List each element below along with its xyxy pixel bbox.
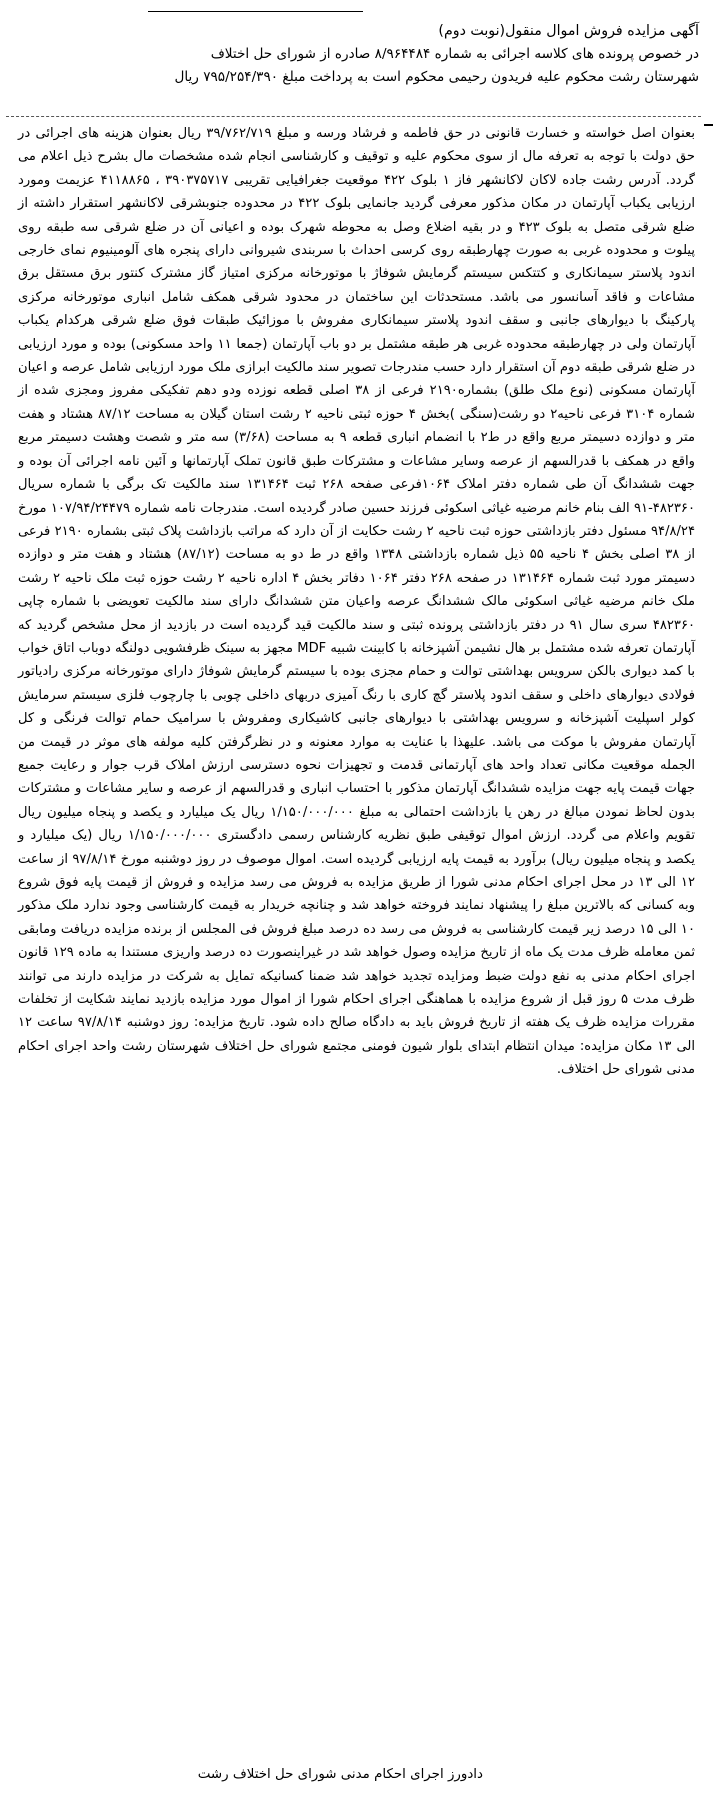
header-line-1: در خصوص پرونده های کلاسه اجرائی به شماره ۸/۹۶۴۴۸۴ صادره از شورای حل اختلاف	[210, 46, 699, 62]
top-rule	[148, 11, 363, 12]
header-divider	[6, 116, 701, 117]
column-edge-mark	[704, 124, 713, 126]
notice-signature: دادورز اجرای احکام مدنی شورای حل اختلاف رشت	[197, 1767, 483, 1782]
header-line-2: شهرستان رشت محکوم علیه فریدون رحیمی محکوم است به پرداخت مبلغ ۷۹۵/۲۵۴/۳۹۰ ریال	[174, 69, 699, 85]
notice-header	[16, 20, 699, 89]
notice-body: بعنوان اصل خواسته و خسارت قانونی در حق فاطمه و فرشاد ورسه و مبلغ ۳۹/۷۶۲/۷۱۹ ریال بعنوان هزینه های اجرائی در حق دولت با توجه به تعرفه مال از سوی محکوم علیه و توقیف و کارشناسی انجام شده مشخصات مال بشرح ذیل اعلام می گردد. آدرس رشت جاده لاکان لاکانشهر فاز ۱ بلوک ۴۲۲ موقعیت جغرافیایی تقریبی ۳۹۰۳۷۵۷۱۷ ، ۴۱۱۸۸۶۵ عزیمت ومورد ارزیابی یکباب آپارتمان در مکان مذکور معرفی گردید جانمایی بلوک ۴۲۲ در محدوده جنوبشرقی لاکانشهر استقرار داشته از ضلع شرقی متصل به بلوک ۴۲۳ و در بقیه اضلاع وصل به محوطه شهرک بوده و اعیانی آن در ضلع شرقی سه طبقه روی پیلوت و محدوده غربی به صورت چهارطبقه روی کرسی احداث با سربندی شیروانی دارای پنجره های آلومینیوم نمای خارجی اندود پلاستر سیمانکاری و کتتکس سیستم گرمایش شوفاژ با موتورخانه مرکزی امتیاز گاز مشترک کنتور برق مستقل برق مشاعات و فاقد آسانسور می باشد. مستحدثات این ساختمان در محدود شرقی همکف شامل انباری موتورخانه مرکزی پارکینگ با دیوارهای جانبی و سقف اندود پلاستر سیمانکاری مفروش با موزائیک طبقات فوق ضلع شرقی هرکدام یکباب آپارتمان ولی در چهارطبقه محدوده غربی هر طبقه مشتمل بر دو باب آپارتمان (جمعا ۱۱ واحد مسکونی) بوده و مورد ارزیابی در ضلع شرقی طبقه دوم آن استقرار دارد حسب مندرجات تصویر سند مالکیت ابرازی ملک مورد ارزیابی شامل عرصه و اعیان آپارتمان مسکونی (نوع ملک طلق) بشماره۲۱۹۰ فرعی از ۳۸ اصلی قطعه نوزده ودو دهم تفکیکی مفروز ومجزی شده از شماره ۳۱۰۴ فرعی ناحیه۲ دو رشت(سنگی )بخش ۴ حوزه ثبتی ناحیه ۲ رشت استان گیلان به مساحت ۸۷/۱۲ هشتاد و هفت متر و دوازده دسیمتر مربع واقع در ط۲ با انضمام انباری قطعه ۹ به مساحت (۳/۶۸) سه متر و شصت وهشت دسیمتر مربع واقع در همکف با قدرالسهم از عرصه وسایر مشاعات و مشترکات طبق قانون تملک آپارتمانها و آئین نامه اجرائی آن بوده و جهت ششدانگ آن طی شماره دفتر املاک ۱۰۶۴فرعی صفحه ۲۶۸ ثبت ۱۳۱۴۶۴ سند مالکیت تک برگی با شماره سریال ۴۸۲۳۶۰-۹۱ الف بنام خانم مرضیه غیاثی اسکوئی فرزند حسین صادر گردیده است. مندرجات نامه شماره ۱۰۷/۹۴/۲۴۴۷۹ مورخ ۹۴/۸/۲۴ مسئول دفتر بازداشتی حوزه ثبت ناحیه ۲ رشت حکایت از آن دارد که مراتب بازداشت پلاک ثبتی بشماره ۲۱۹۰ فرعی از ۳۸ اصلی بخش ۴ ناحیه ۵۵ ذیل شماره بازداشتی ۱۳۴۸ واقع در ط دو به مساحت (۸۷/۱۲) هشتاد و هفت متر و دوازده دسیمتر مورد ثبت شماره ۱۳۱۴۶۴ در صفحه ۲۶۸ دفتر ۱۰۶۴ دفاتر بخش ۴ اداره ناحیه ۲ رشت حوزه ثبت ملک ناحیه ۲ رشت ملک خانم مرضیه غیاثی اسکوئی مالک ششدانگ عرصه واعیان متن ششدانگ دارای سند مالکیت تعویضی با شماره چاپی ۴۸۲۳۶۰ سری سال ۹۱ در دفتر بازداشتی پرونده ثبتی و سند مالکیت قید گردیده است در بازدید از محل مشخص گردید که آپارتمان تعرفه شده مشتمل بر هال نشیمن آشپزخانه با کابینت شبیه MDF مجهز به سینک ظرفشویی دولنگه دوباب اتاق خواب با کمد دیواری بالکن سرویس بهداشتی توالت و حمام مجزی بوده با سیستم گرمایش شوفاژ دارای موتورخانه مرکزی رادیاتور فولادی دیوارهای داخلی و سقف اندود پلاستر گچ کاری با رنگ آمیزی دربهای داخلی چوبی با چارچوب فلزی سیستم سرمایش کولر اسپلیت آشپزخانه و سرویس بهداشتی با دیوارهای جانبی کاشیکاری ومفروش با سرامیک حمام توالت فرنگی و کل آپارتمان مفروش با موکت می باشد. علیهذا با عنایت به موارد معنونه و در نظرگرفتن کلیه مولفه های موثر در قیمت من الجمله موقعیت مکانی تعداد واحد های آپارتمانی قدمت و تجهیزات نحوه دسترسی ارزش املاک قرب جوار و رعایت جمیع جهات قیمت پایه جهت مزایده ششدانگ آپارتمان مذکور با احتساب انباری و قدرالسهم از عرصه و سایر مشاعات و مشترکات بدون لحاظ نمودن مبالغ در رهن یا بازداشت احتمالی به مبلغ ۱/۱۵۰/۰۰۰/۰۰۰ ریال یک میلیارد و یکصد و پنجاه میلیون ریال تقویم واعلام می گردد. ارزش اموال توقیفی طبق نظریه کارشناس رسمی دادگستری ۱/۱۵۰/۰۰۰/۰۰۰ ریال (یک میلیارد و یکصد و پنجاه میلیون ریال) برآورد به قیمت پایه ارزیابی گردیده است. اموال موصوف در روز دوشنبه مورخ ۹۷/۸/۱۴ از ساعت ۱۲ الی ۱۳ در محل اجرای احکام مدنی شورا از طریق مزایده به فروش می رسد مزایده و فروش از قیمت پایه فوق شروع وبه کسانی که بالاترین مبلغ را پیشنهاد نمایند فروخته خواهد شد و چنانچه خریدار به قیمت کارشناسی وجود ندارد ملک مذکور ۱۰ الی ۱۵ درصد زیر قیمت کارشناسی به فروش می رسد ده درصد مبلغ فروش فی المجلس از برنده مزایده دریافت ومابقی ثمن معامله ظرف مدت یک ماه از تاریخ مزایده وصول خواهد شد در غیراینصورت ده درصد واریزی مستندا به ماده ۱۲۹ قانون اجرای احکام مدنی به نفع دولت ضبط ومزایده تجدید خواهد شد ضمنا کسانیکه تمایل به شرکت در مزایده دارند می توانند ظرف مدت ۵ روز قبل از شروع مزایده با هماهنگی اجرای احکام شورا از اموال مورد مزایده بازدید نمایند شکایت از تخلفات مقررات مزایده ظرف یک هفته از تاریخ فروش باید به دادگاه صالح داده شود. تاریخ مزایده: روز دوشنبه ۹۷/۸/۱۴ ساعت ۱۲ الی ۱۳ مکان مزایده: میدان انتظام ابتدای بلوار شیون فومنی مجتمع شورای حل اختلاف شهرستان رشت واحد اجرای احکام مدنی شورای حل اختلاف.	[18, 126, 696, 1078]
notice-title: آگهی مزایده فروش اموال منقول(نوبت دوم)	[438, 23, 699, 39]
